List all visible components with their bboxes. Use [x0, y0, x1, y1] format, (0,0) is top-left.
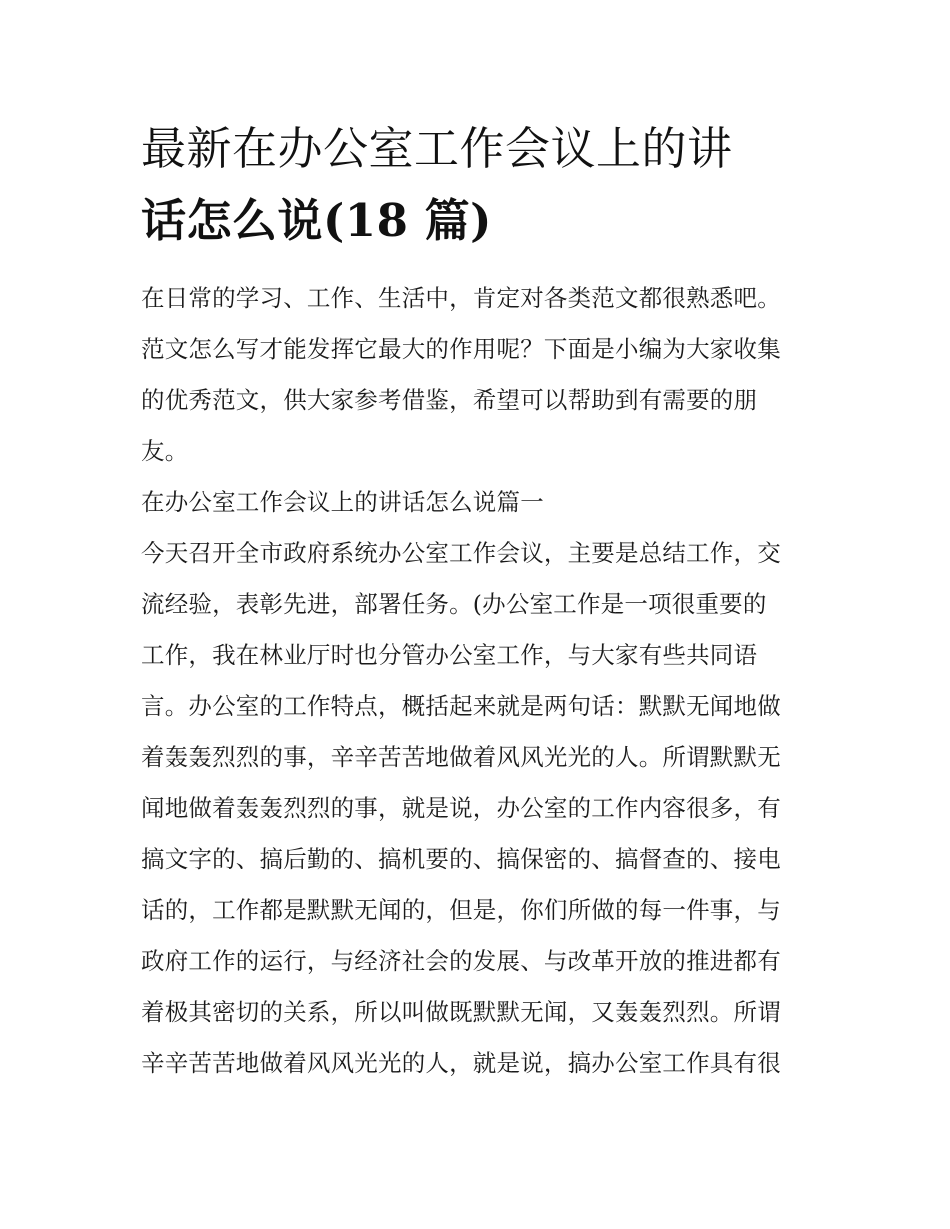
document-title-line-2-text: 话怎么说(18 篇) [141, 194, 492, 247]
section-line: 辛辛苦苦地做着风风光光的人，就是说，搞办公室工作具有很 [141, 1049, 781, 1077]
intro-line: 范文怎么写才能发挥它最大的作用呢？下面是小编为大家收集 [141, 335, 781, 363]
intro-line: 的优秀范文，供大家参考借鉴，希望可以帮助到有需要的朋 [141, 386, 758, 414]
section-line: 闻地做着轰轰烈烈的事，就是说，办公室的工作内容很多，有 [141, 794, 781, 822]
intro-line: 友。 [141, 437, 189, 465]
section-line: 工作，我在林业厅时也分管办公室工作，与大家有些共同语 [141, 641, 758, 669]
document-title-line-2 [141, 185, 813, 257]
section-line: 话的，工作都是默默无闻的，但是，你们所做的每一件事，与 [141, 896, 781, 924]
section-line: 言。办公室的工作特点，概括起来就是两句话：默默无闻地做 [141, 692, 781, 720]
section-line: 搞文字的、搞后勤的、搞机要的、搞保密的、搞督查的、接电 [141, 845, 781, 873]
title-spacing [141, 257, 813, 273]
document-title-line-1: 最新在办公室工作会议上的讲 [141, 122, 733, 175]
section-line: 流经验，表彰先进，部署任务。(办公室工作是一项很重要的 [141, 590, 767, 618]
section-line: 着轰轰烈烈的事，辛辛苦苦地做着风风光光的人。所谓默默无 [141, 743, 781, 771]
document-content [141, 113, 813, 1089]
intro-line: 在日常的学习、工作、生活中，肯定对各类范文都很熟悉吧。 [141, 284, 781, 312]
section-line: 政府工作的运行，与经济社会的发展、与改革开放的推进都有 [141, 947, 781, 975]
section-heading: 在办公室工作会议上的讲话怎么说篇一 [141, 488, 544, 516]
section-line: 着极其密切的关系，所以叫做既默默无闻，又轰轰烈烈。所谓 [141, 998, 781, 1026]
section-line: 今天召开全市政府系统办公室工作会议，主要是总结工作，交 [141, 539, 781, 567]
